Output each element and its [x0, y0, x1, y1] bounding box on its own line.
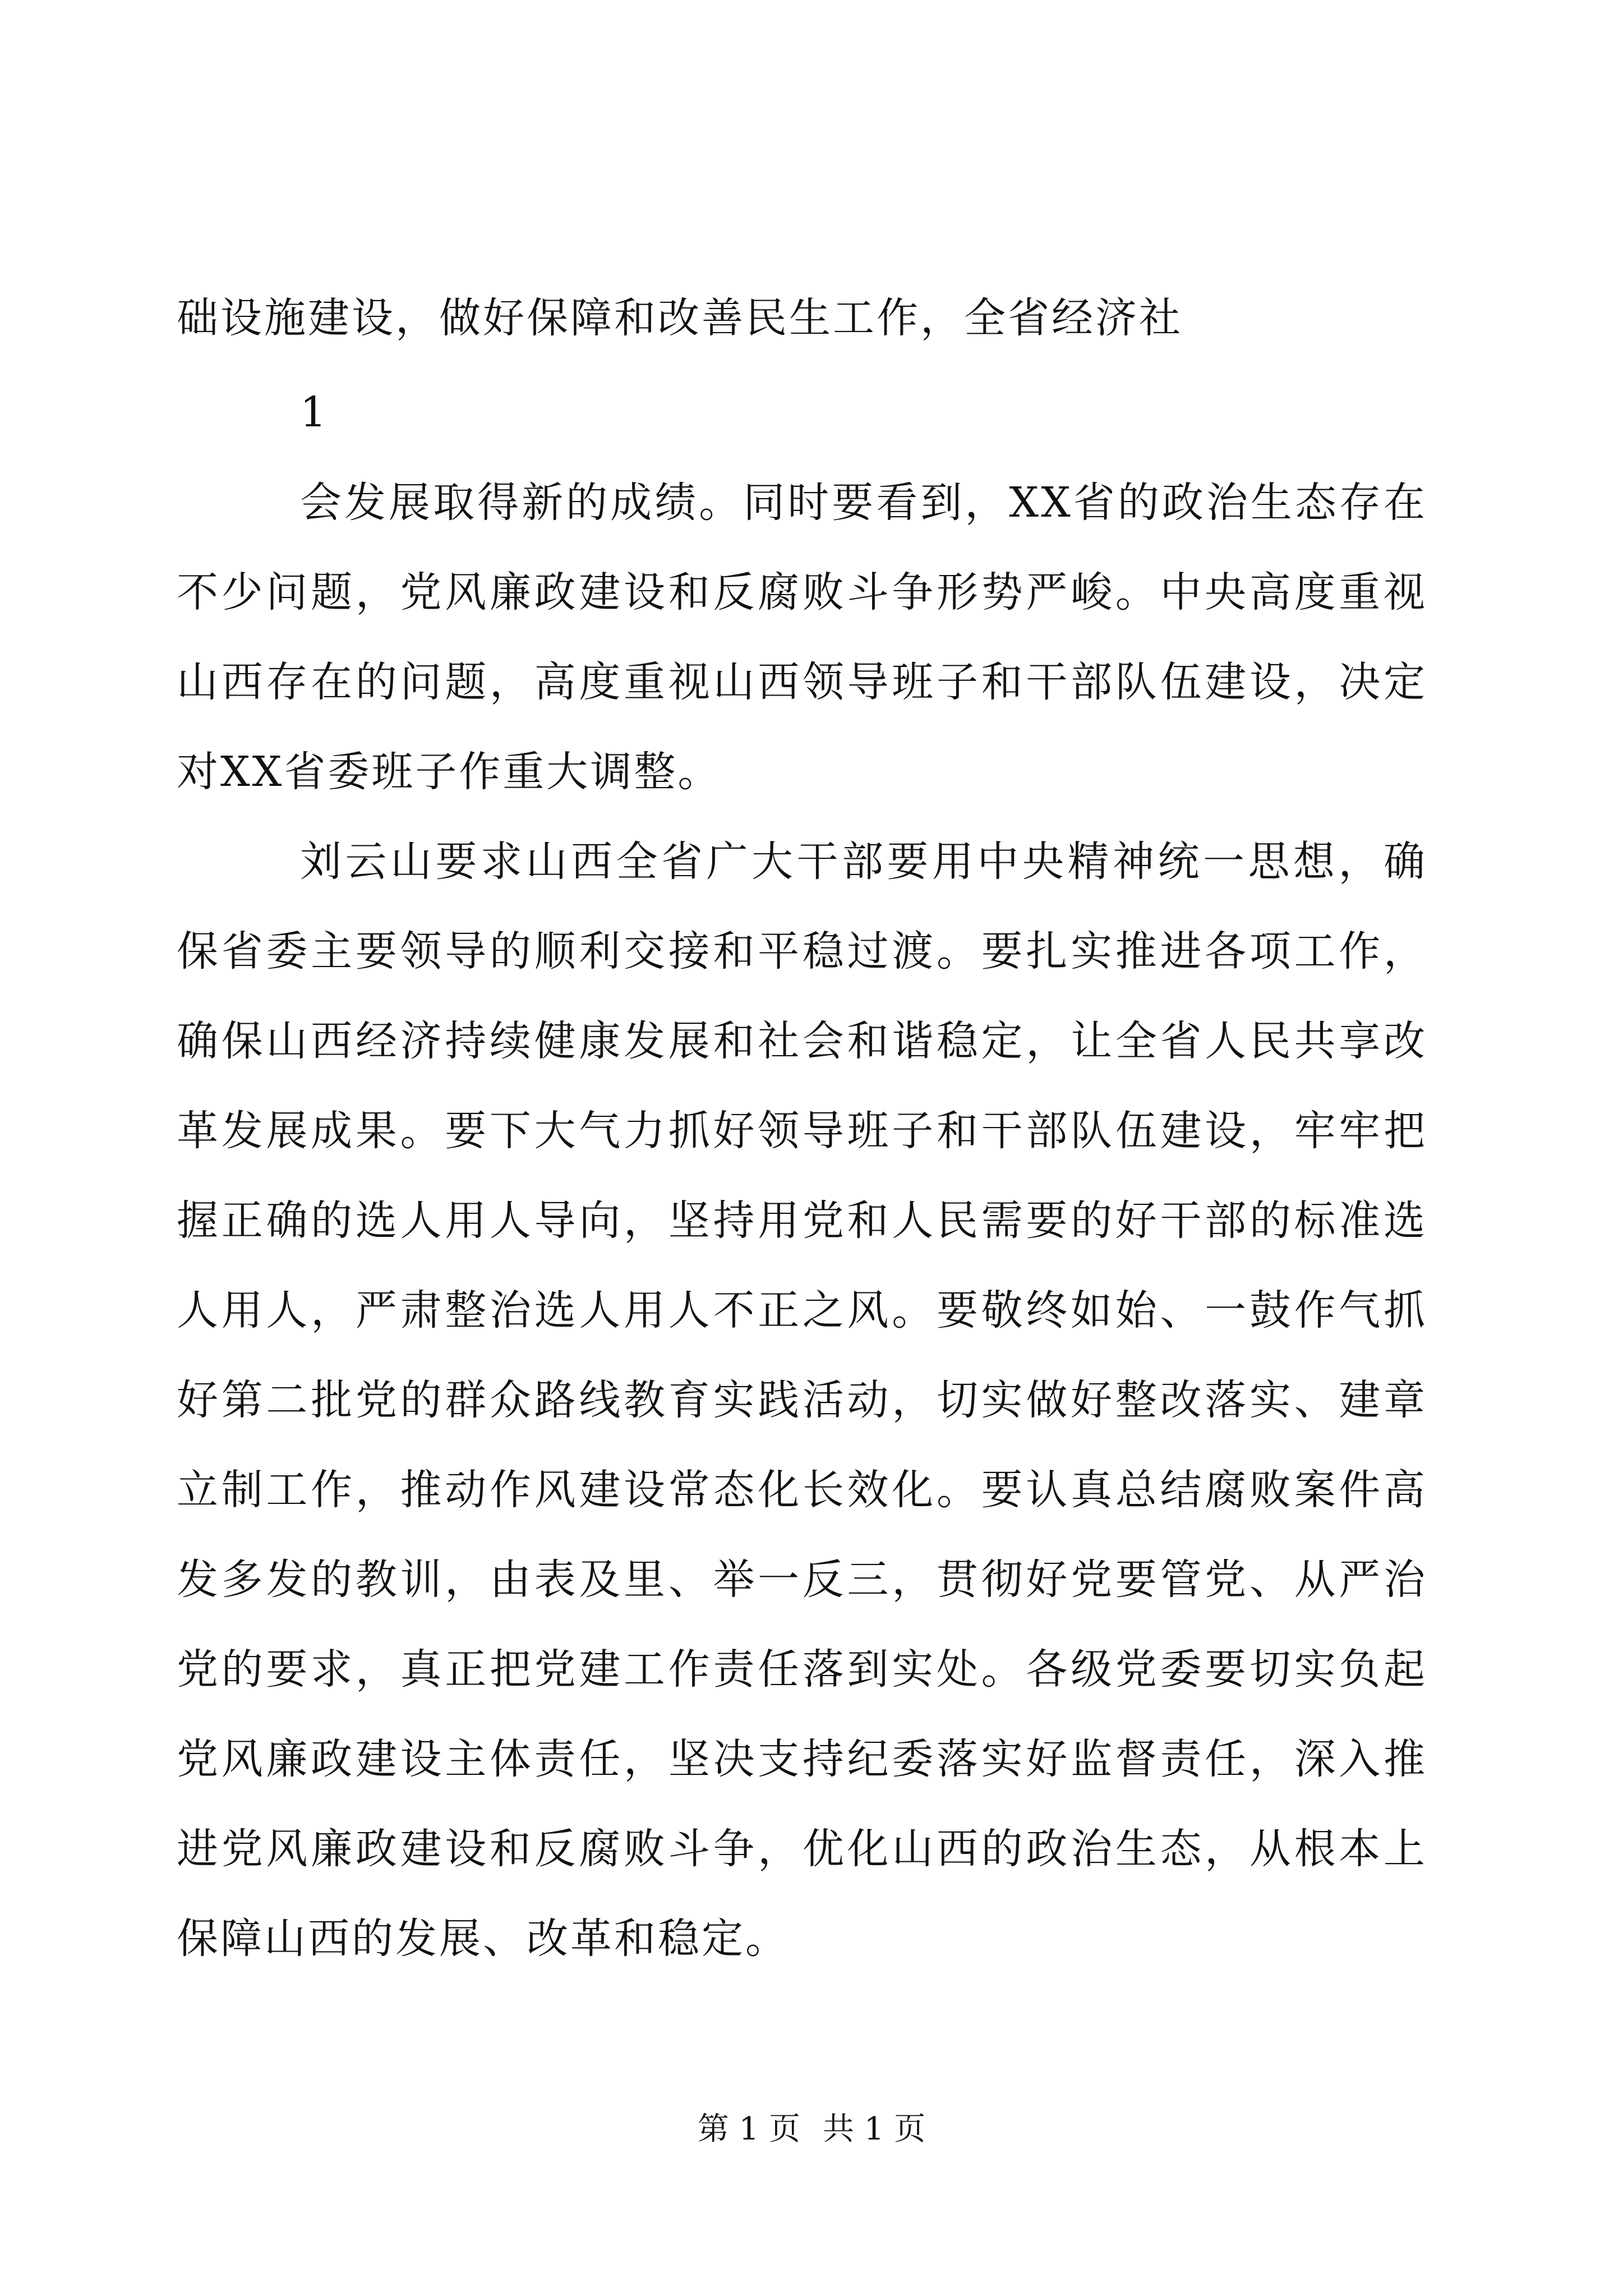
footer-page-label: 第 1 页	[697, 2111, 800, 2147]
footer-total-label: 共 1 页	[823, 2111, 926, 2147]
continued-line: 础设施建设，做好保障和改善民生工作，全省经济社	[177, 294, 1183, 342]
document-body	[177, 294, 1427, 1984]
paragraph-2: 刘云山要求山西全省广大干部要用中央精神统一思想，确保省委主要领导的顺利交接和平稳过渡。要扎实推进各项工作，确保山西经济持续健康发展和社会和谐稳定，让全省人民共享改革发展成果。要下大气力抓好领导班子和干部队伍建设，牢牢把握正确的选人用人导向，坚持用党和人民需要的好干部的标准选人用人，严肃整治选人用人不正之风。要敬终如始、一鼓作气抓好第二批党的群众路线教育实践活动，切实做好整改落实、建章立制工作，推动作风建设常态化长效化。要认真总结腐败案件高发多发的教训，由表及里、举一反三，贯彻好党要管党、从严治党的要求，真正把党建工作责任落到实处。各级党委要切实负起党风廉政建设主体责任，坚决支持纪委落实好监督责任，深入推进党风廉政建设和反腐败斗争，优化山西的政治生态，从根本上保障山西的发展、改革和稳定。	[177, 838, 1427, 1963]
paragraph-1: 会发展取得新的成绩。同时要看到，XX省的政治生态存在不少问题，党风廉政建设和反腐败斗争形势严峻。中央高度重视山西存在的问题，高度重视山西领导班子和干部队伍建设，决定对XX省委班子作重大调整。	[177, 478, 1427, 796]
page-footer	[0, 2111, 1623, 2147]
inline-page-number: 1	[300, 388, 327, 436]
